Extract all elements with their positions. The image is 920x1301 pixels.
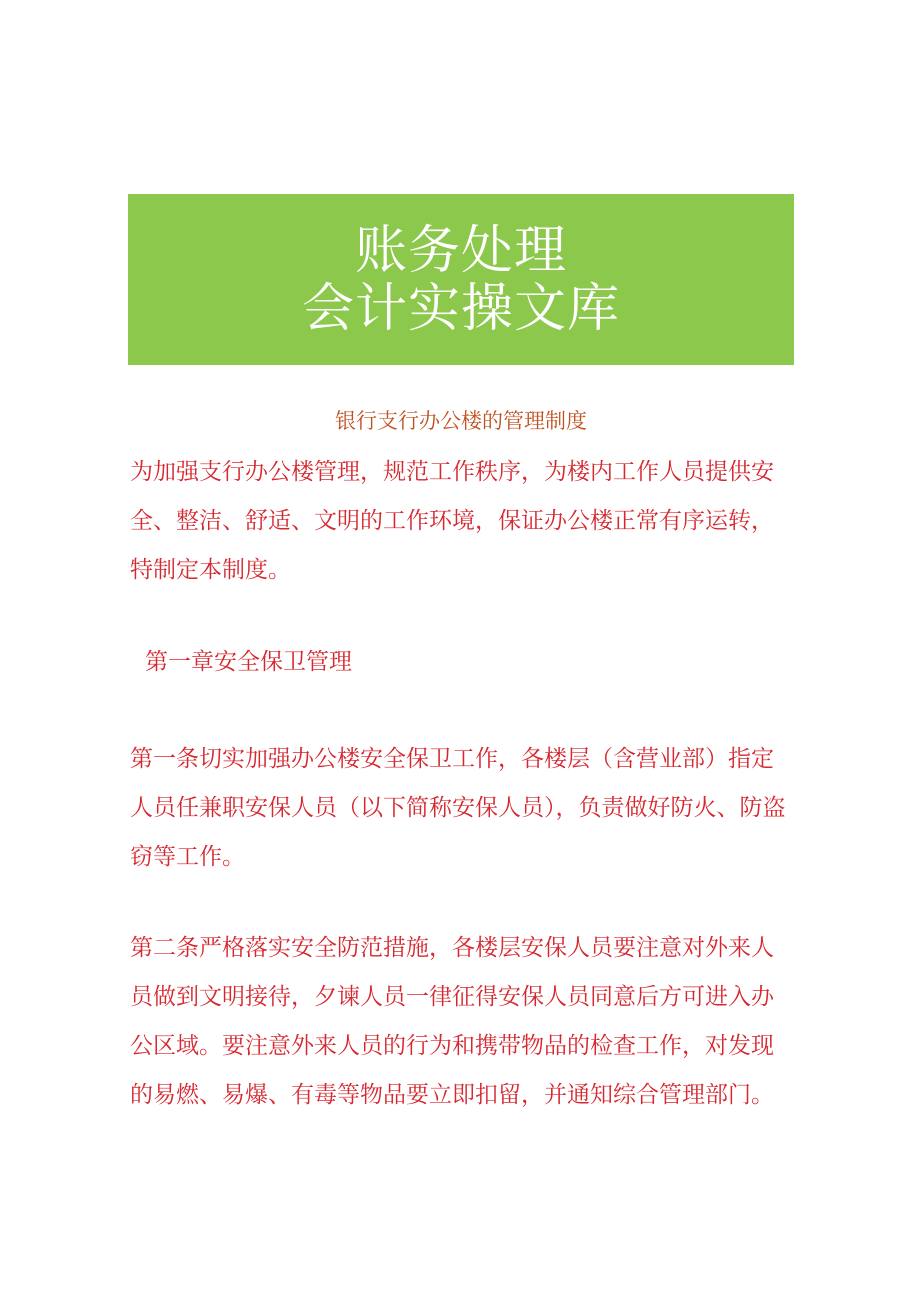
article-2-paragraph: 第二条严格落实安全防范措施，各楼层安保人员要注意对外来人员做到文明接待，夕谏人员一律征得安保人员同意后方可进入办公区域。要注意外来人员的行为和携带物品的检查工作，对发现的易燃、易爆、有毒等物品要立即扣留，并通知综合管理部门。	[130, 935, 774, 1108]
chapter-heading: 第一章安全保卫管理	[145, 649, 352, 675]
banner-title-line-2: 会计实操文库	[301, 278, 620, 339]
banner-title-line-1: 账务处理	[354, 220, 567, 281]
article-1-paragraph: 第一条切实加强办公楼安全保卫工作，各楼层（含营业部）指定人员任兼职安保人员（以下简称安保人员），负责做好防火、防盗窃等工作。	[130, 746, 786, 870]
intro-paragraph: 为加强支行办公楼管理，规范工作秩序，为楼内工作人员提供安全、整洁、舒适、文明的工作环境，保证办公楼正常有序运转，特制定本制度。	[130, 459, 774, 583]
header-banner	[128, 194, 794, 365]
document-title: 银行支行办公楼的管理制度	[335, 409, 587, 433]
